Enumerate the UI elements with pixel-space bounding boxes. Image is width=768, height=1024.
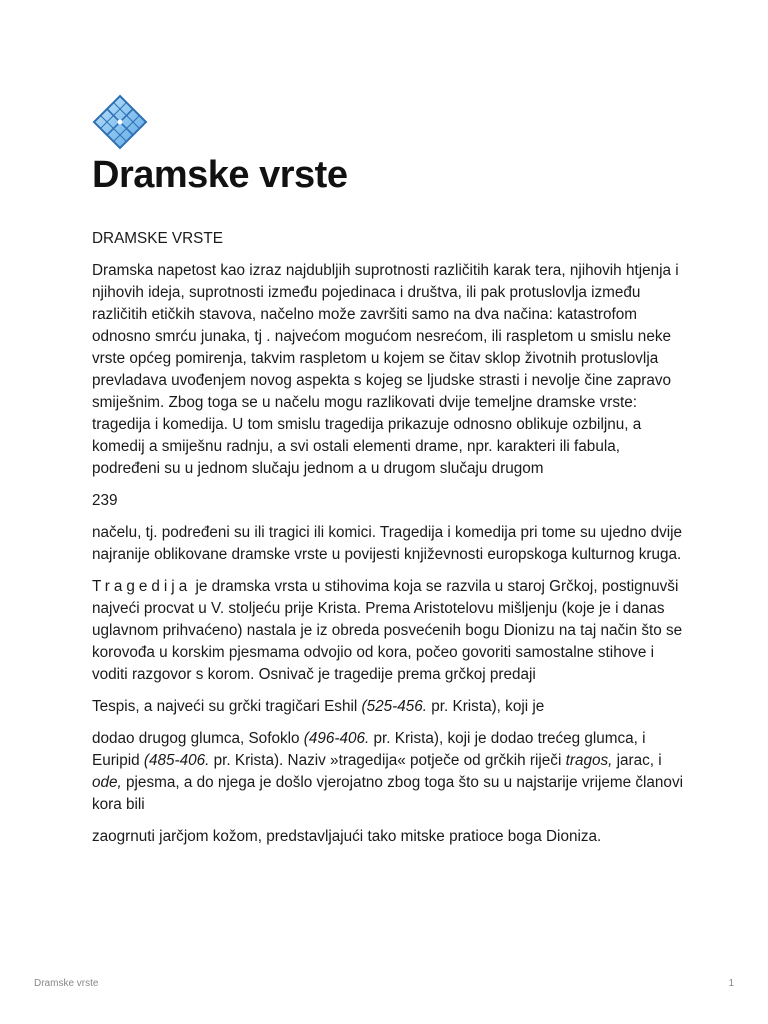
document-title: Dramske vrste — [92, 154, 348, 196]
spaced-term: Tragedija — [92, 578, 192, 595]
paragraph — [92, 696, 692, 718]
paragraph — [92, 728, 692, 816]
paragraph: Dramska napetost kao izraz najdubljih suprotnosti različitih karak tera, njihovih htjenja i njihovih ideja, suprotnosti između pojedinaca i društva, ili pak protuslovlja između različitih etičkih stavova, načelno može završiti samo na dva načina: katastrofom odnosno smrću junaka, tj . najvećom mogućom nesrećom, ili raspletom u smislu neke vrste općeg pomirenja, takvim raspletom u kojem se čitav sklop životnih protuslovlja prevladava uvođenjem novog aspekta s kojeg se ljudske strasti i nevolje čine zapravo smiješnim. Zbog toga se u načelu mogu razlikovati dvije temeljne dramske vrste: tragedija i komedija. U tom smislu tragedija prikazuje odnosno oblikuje ozbiljnu, a komedij a smiješnu radnju, a svi ostali elementi drame, npr. karakteri ili fabula, podređeni su u jednom slučaju jednom a u drugom slučaju drugom — [92, 262, 679, 477]
paragraph-text: pjesma, a do njega je došlo vjerojatno zbog toga što su u najstarije vrijeme članovi kora bili — [92, 774, 683, 813]
paragraph-text: pr. Krista), koji je dodao trećeg glumca, i Euripid — [92, 730, 646, 769]
greek-term: tragos, — [565, 752, 613, 769]
section-heading: DRAMSKE VRSTE — [92, 230, 223, 247]
paragraph-text: jarac, i — [612, 752, 662, 769]
paragraph-text: pr. Krista), koji je — [426, 698, 545, 715]
paragraph — [92, 576, 692, 686]
date-range: (496-406. — [303, 730, 370, 747]
paragraph-text: pr. Krista). Naziv »tragedija« potječe od grčkih riječi — [209, 752, 566, 769]
paragraph-text: dodao drugog glumca, Sofoklo — [92, 730, 304, 747]
date-range: (525-456. — [361, 698, 427, 715]
paragraph-text: je dramska vrsta u stihovima koja se razvila u staroj Grčkoj, postignuvši najveći procvat u V. stoljeću prije Krista. Prema Aristotelovu mišljenju (koje je i danas uglavnom prihvaćeno) nastala je iz obreda posvećenih bogu Dionizu na taj način što se korovođa u korskim pjesmama odvojio od kora, počeo govoriti samostalne stihove i voditi razgovor s korom. Osnivač je tragedije prema grčkoj predaji — [92, 578, 683, 683]
date-range: (485-406. — [143, 752, 210, 769]
paragraph-text: Tespis, a najveći su grčki tragičari Eshil — [92, 698, 362, 715]
footer-document-name: Dramske vrste — [34, 978, 99, 989]
greek-term: ode, — [92, 774, 122, 791]
footer-page-number: 1 — [728, 978, 734, 989]
page-marker: 239 — [92, 492, 118, 509]
paragraph: načelu, tj. podređeni su ili tragici ili komici. Tragedija i komedija pri tome su ujedno dvije najranije oblikovane dramske vrste u povijesti književnosti europskoga kulturnog kruga. — [92, 524, 683, 563]
diamond-grid-logo-icon — [92, 94, 148, 150]
paragraph: zaogrnuti jarčjom kožom, predstavljajući tako mitske pratioce boga Dioniza. — [92, 828, 602, 845]
document-body — [92, 228, 692, 858]
